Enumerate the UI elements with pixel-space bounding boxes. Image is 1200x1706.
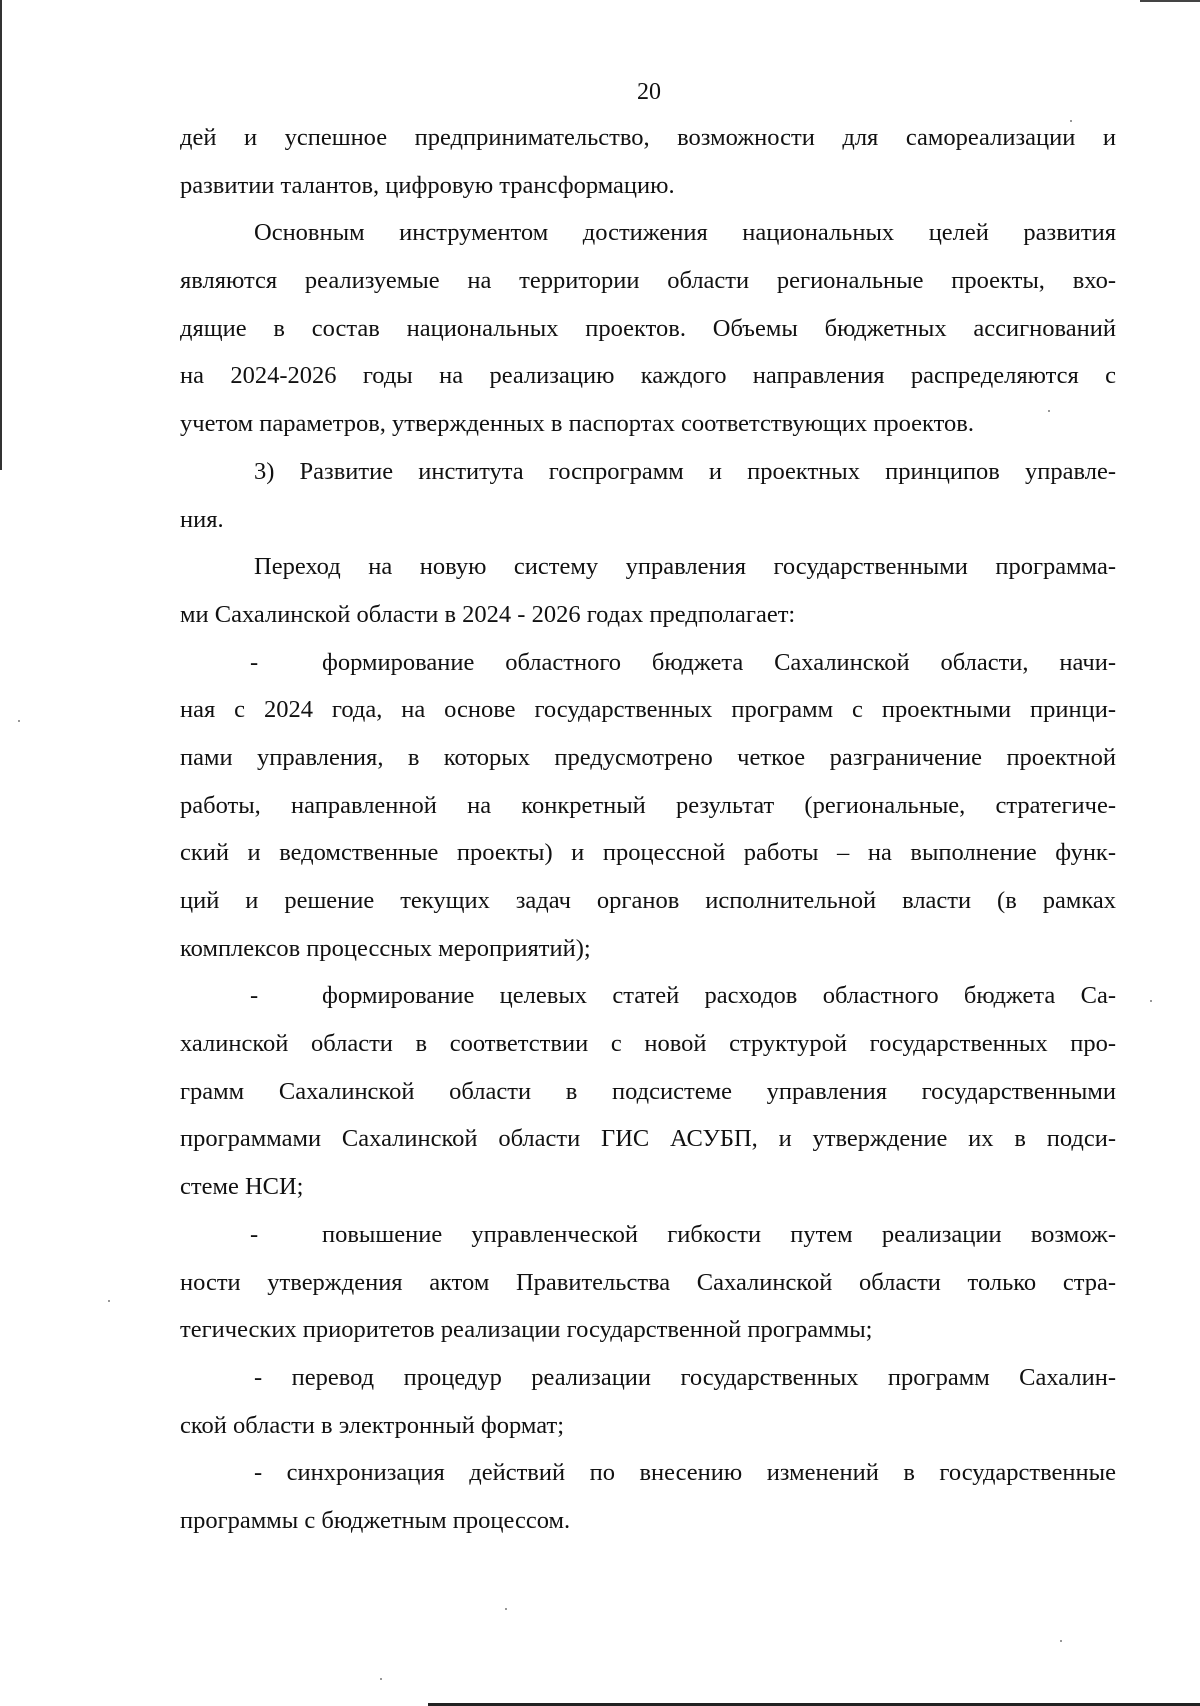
paragraph [180, 543, 1116, 638]
text-line [180, 1211, 1116, 1259]
text-line: стеме НСИ; [180, 1173, 304, 1201]
list-item [180, 1211, 1116, 1354]
text-line-content: формирование целевых статей расходов областного бюджета Са- [322, 982, 1116, 1010]
text-line: ский и ведомственные проекты) и процессной работы – на выполнение функ- [180, 839, 1116, 867]
dash-marker: - [250, 1220, 259, 1248]
scan-speck [18, 720, 20, 722]
text-line: на 2024-2026 годы на реализацию каждого направления распределяются с [180, 362, 1116, 390]
text-line-content: повышение управленческой гибкости путем реализации возмож- [322, 1220, 1116, 1248]
text-line: работы, направленной на конкретный результат (региональные, стратегиче- [180, 791, 1116, 819]
scan-edge-left [0, 0, 2, 470]
list-item [180, 1354, 1116, 1449]
scan-speck [108, 1300, 110, 1302]
dash-marker: - [250, 982, 259, 1010]
text-line: учетом параметров, утвержденных в паспортах соответствующих проектов. [180, 410, 974, 438]
text-line [180, 639, 1116, 687]
paragraph [180, 209, 1116, 447]
text-line [180, 972, 1116, 1020]
text-line: тегических приоритетов реализации государственной программы; [180, 1316, 873, 1344]
text-line: грамм Сахалинской области в подсистеме управления государственными [180, 1077, 1116, 1105]
text-line: комплексов процессных мероприятий); [180, 934, 591, 962]
scan-edge-top-right [1140, 0, 1200, 2]
text-line: - синхронизация действий по внесению изменений в государственные [254, 1459, 1116, 1487]
text-line: халинской области в соответствии с новой структурой государственных про- [180, 1030, 1116, 1058]
dash-marker: - [250, 648, 259, 676]
list-item [180, 972, 1116, 1210]
paragraph [180, 448, 1116, 543]
text-line: пами управления, в которых предусмотрено четкое разграничение проектной [180, 743, 1116, 771]
text-line: ми Сахалинской области в 2024 - 2026 годах предполагает: [180, 600, 796, 628]
scan-speck [1070, 120, 1072, 122]
text-line: являются реализуемые на территории области региональные проекты, вхо- [180, 267, 1116, 295]
list-item [180, 1449, 1116, 1544]
text-line: дей и успешное предпринимательство, возможности для самореализации и [180, 124, 1116, 151]
scan-speck [380, 1678, 382, 1680]
text-line: программами Сахалинской области ГИС АСУБП, и утверждение их в подси- [180, 1125, 1116, 1153]
text-line: ности утверждения актом Правительства Сахалинской области только стра- [180, 1268, 1116, 1296]
body-text [180, 114, 1116, 1545]
page-number: 20 [637, 79, 661, 105]
text-line: программы с бюджетным процессом. [180, 1506, 571, 1534]
text-line: Переход на новую систему управления государственными программа- [254, 553, 1116, 581]
text-line: ная с 2024 года, на основе государственных программ с проектными принци- [180, 696, 1116, 724]
scan-speck [505, 1608, 507, 1610]
list-item [180, 639, 1116, 973]
text-line: ской области в электронный формат; [180, 1411, 565, 1439]
text-line: дящие в состав национальных проектов. Объемы бюджетных ассигнований [180, 314, 1116, 342]
text-line: Основным инструментом достижения национальных целей развития [254, 219, 1116, 247]
paragraph [180, 114, 1116, 209]
scan-speck [1060, 1640, 1062, 1642]
scan-speck [1048, 410, 1050, 412]
text-line-content: формирование областного бюджета Сахалинской области, начи- [322, 648, 1116, 676]
text-line: - перевод процедур реализации государственных программ Сахалин- [254, 1363, 1116, 1391]
text-line: ций и решение текущих задач органов исполнительной власти (в рамках [180, 887, 1116, 914]
text-line: 3) Развитие института госпрограмм и проектных принципов управле- [254, 457, 1116, 485]
text-line: ния. [180, 505, 224, 533]
scan-speck [1150, 1000, 1152, 1002]
text-line: развитии талантов, цифровую трансформацию. [180, 171, 675, 199]
